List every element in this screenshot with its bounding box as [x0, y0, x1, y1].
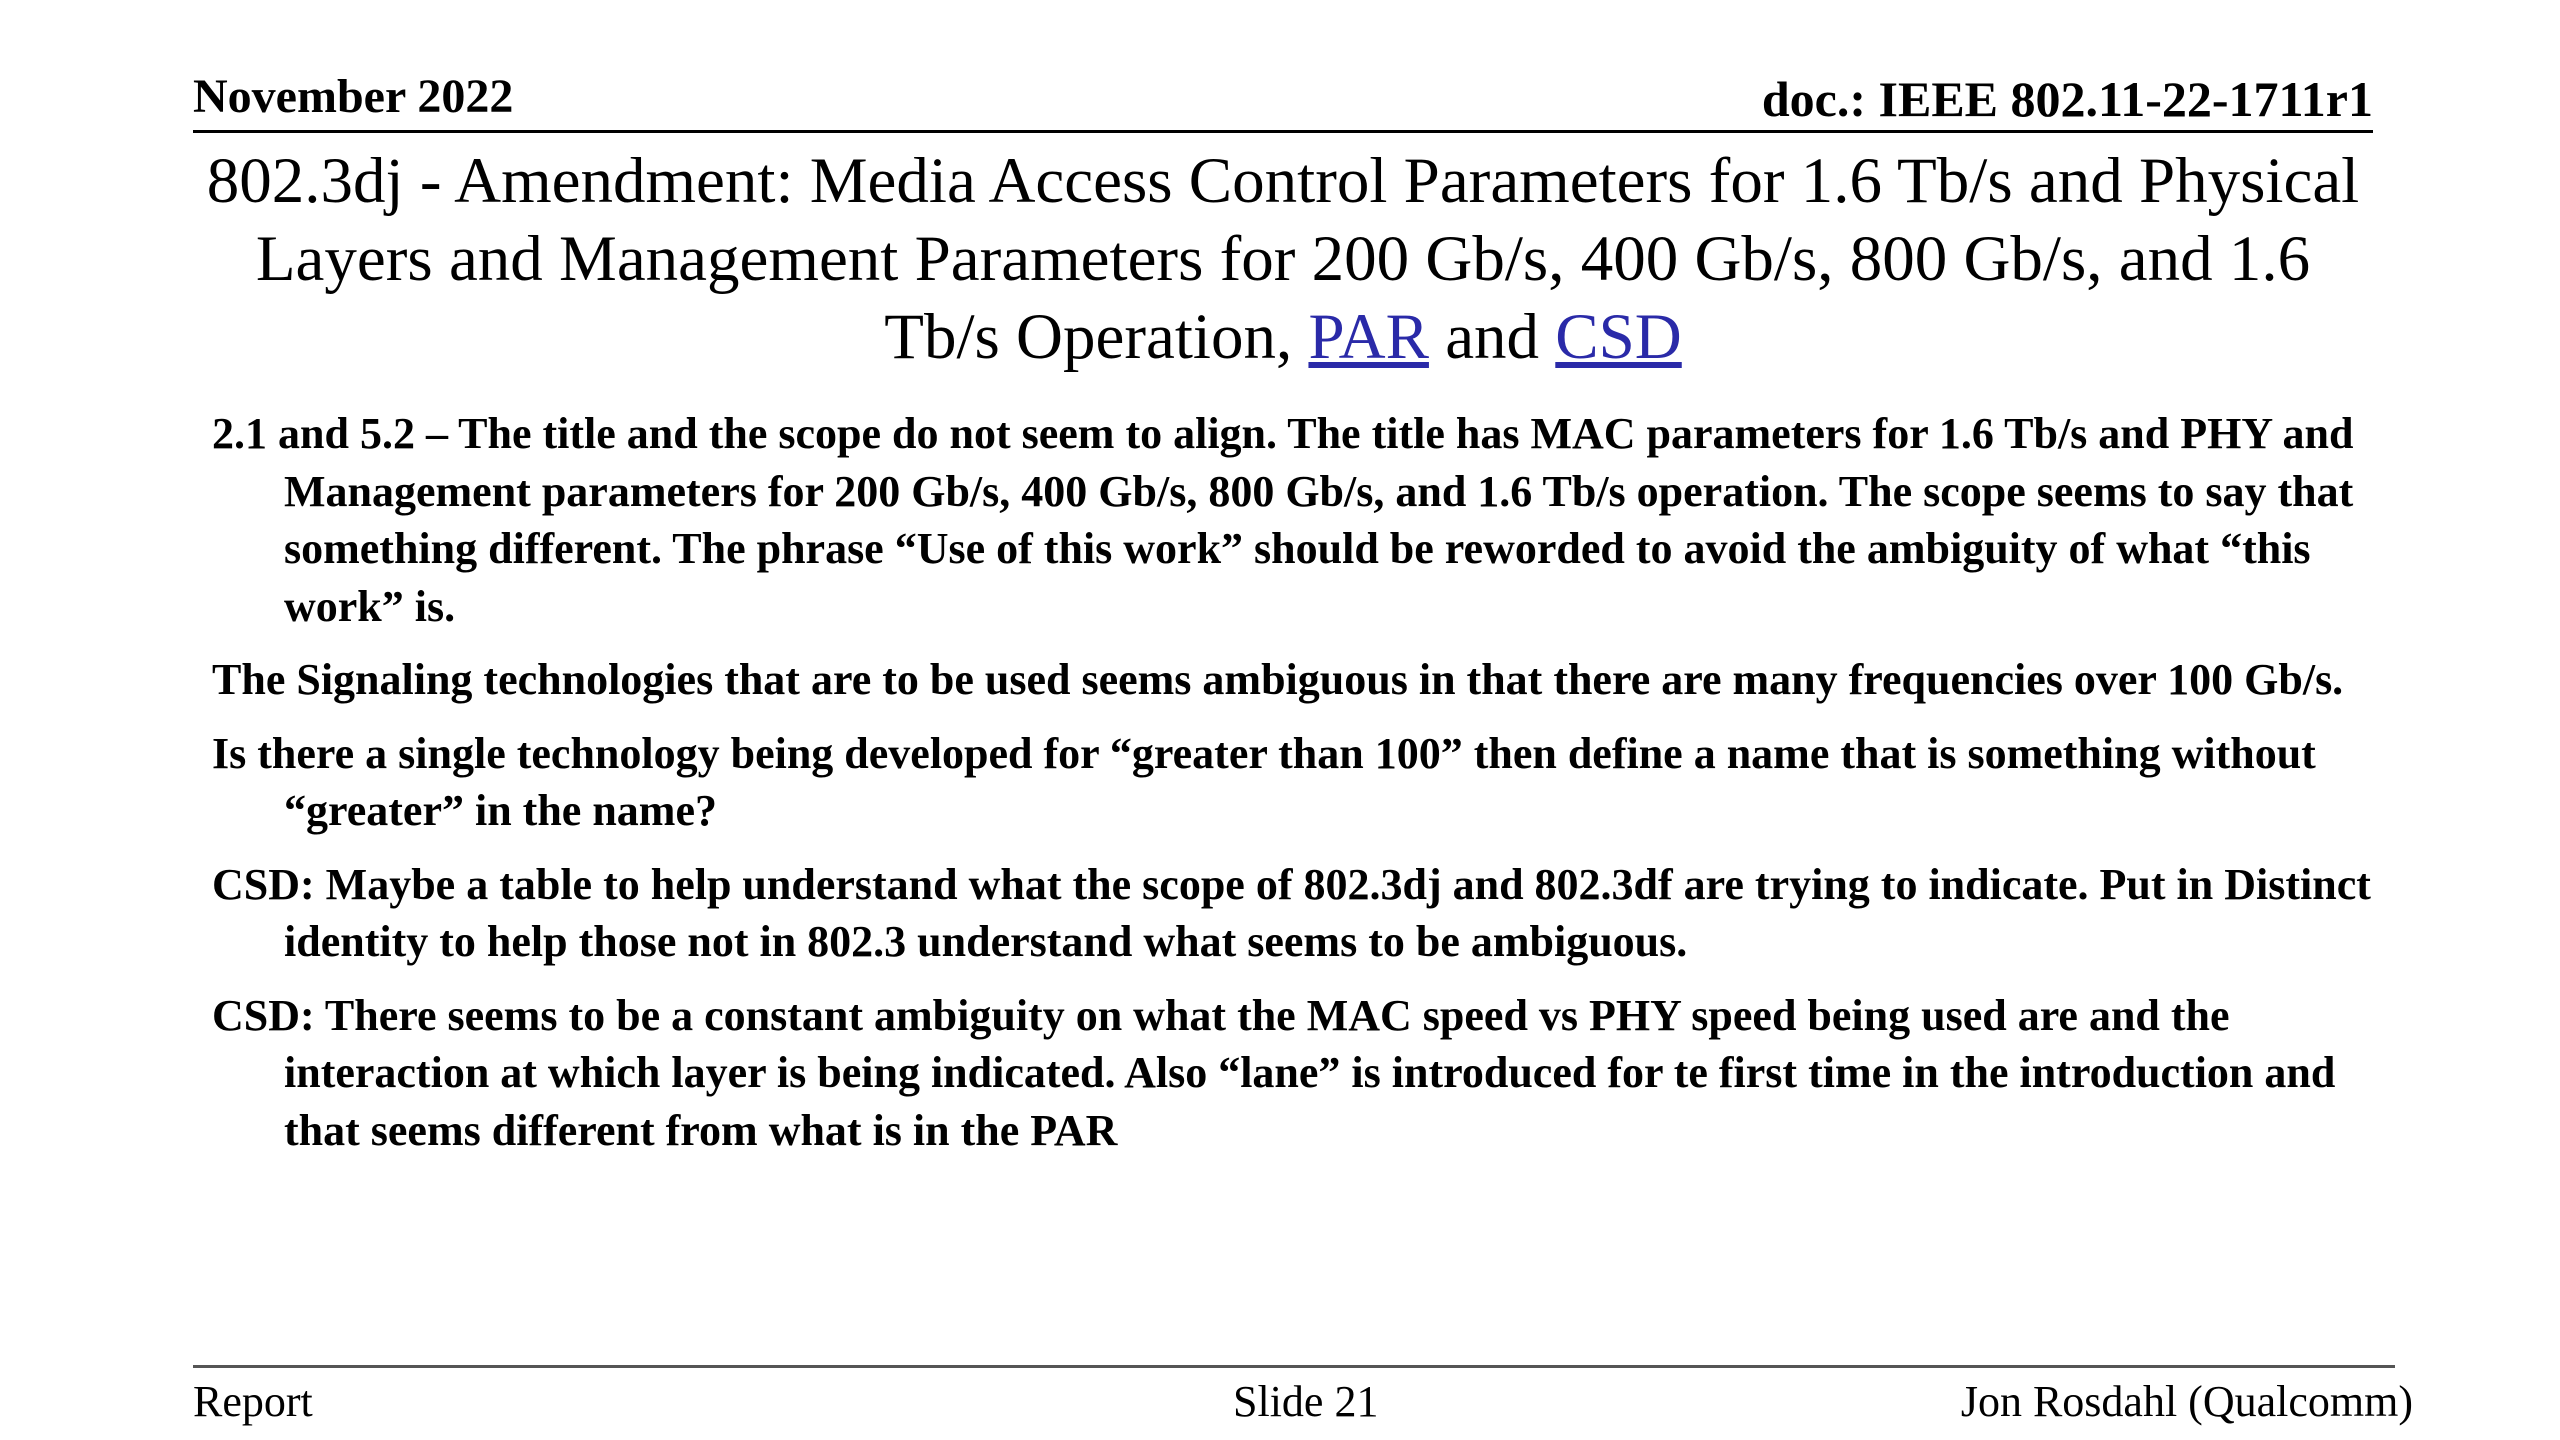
comment-paragraph: Is there a single technology being developed for “greater than 100” then define a name that is something without “greater” in the name?	[212, 728, 2316, 835]
slide-number: Slide 21	[1233, 1377, 1379, 1426]
title-connector: and	[1445, 301, 1540, 373]
slide-footer	[193, 1365, 2413, 1430]
comment-paragraph: CSD: Maybe a table to help understand what the scope of 802.3dj and 802.3df are trying to indicate. Put in Distinct identity to help those not in 802.3 understand what seems to be ambiguous.	[212, 859, 2371, 966]
slide-header	[193, 66, 2373, 133]
comment-paragraph: CSD: There seems to be a constant ambiguity on what the MAC speed vs PHY speed being used are and the interaction at which layer is being indicated. Also “lane” is introduced for te first time in the introduction and that seems different from what is in the PAR	[212, 990, 2336, 1155]
slide-title	[193, 142, 2373, 376]
header-doc-id: doc.: IEEE 802.11-22-1711r1	[1761, 71, 2373, 127]
csd-link[interactable]: CSD	[1555, 301, 1682, 373]
slide-body	[212, 405, 2392, 1175]
comment-paragraph: The Signaling technologies that are to be used seems ambiguous in that there are many frequencies over 100 Gb/s.	[212, 655, 2344, 704]
comment-paragraph: 2.1 and 5.2 – The title and the scope do not seem to align. The title has MAC parameters for 1.6 Tb/s and PHY and Management parameters for 200 Gb/s, 400 Gb/s, 800 Gb/s, and 1.6 Tb/s operation. The scope seems to say that something different. The phrase “Use of this work” should be reworded to avoid the ambiguity of what “this work” is.	[212, 409, 2354, 631]
par-link[interactable]: PAR	[1308, 301, 1429, 373]
footer-left: Report	[193, 1377, 313, 1426]
title-text: 802.3dj - Amendment: Media Access Control Parameters for 1.6 Tb/s and Physical Layers and Management Parameters for 200 Gb/s, 400 Gb/s, 800 Gb/s, and 1.6 Tb/s Operation,	[206, 145, 2360, 373]
header-date: November 2022	[193, 70, 514, 123]
footer-author: Jon Rosdahl (Qualcomm)	[1960, 1377, 2413, 1426]
